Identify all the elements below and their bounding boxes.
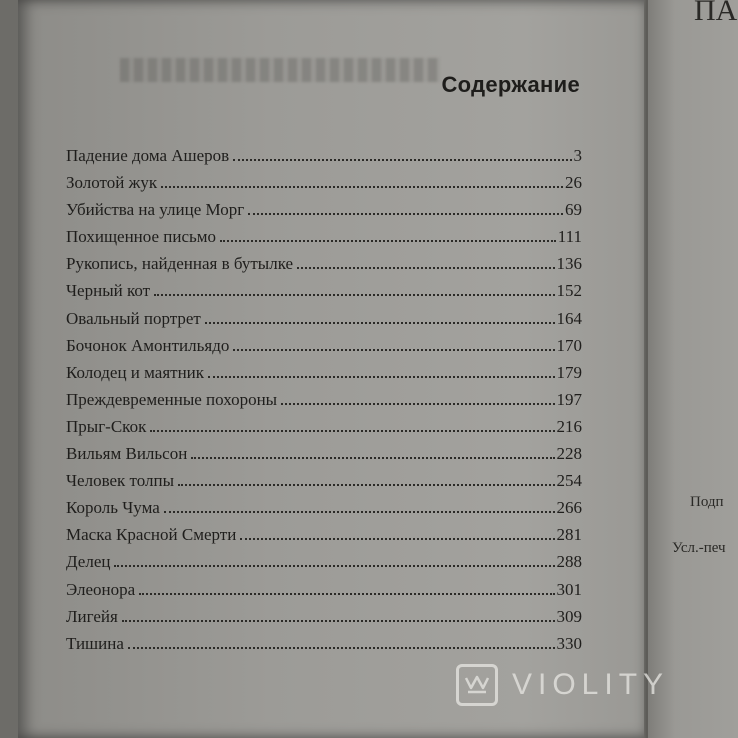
toc-entry [66, 634, 582, 661]
toc-entry-page: 197 [556, 389, 582, 409]
toc-entry-title: Лигейя [66, 606, 118, 626]
toc-leader [139, 593, 554, 595]
toc-entry-page: 266 [556, 498, 582, 518]
toc-entry [66, 309, 582, 336]
toc-entry-title: Прыг-Скок [66, 416, 147, 436]
toc-entry-page: 228 [556, 444, 582, 464]
crown-icon [456, 664, 498, 706]
toc-leader [240, 538, 554, 540]
toc-entry-page: 330 [556, 633, 582, 653]
toc-leader [233, 349, 554, 351]
toc-entry-page: 288 [556, 552, 582, 572]
toc-leader [205, 322, 555, 324]
toc-entry [66, 525, 582, 552]
toc-entry [66, 471, 582, 498]
toc-leader [297, 267, 554, 269]
toc-leader [164, 511, 555, 513]
toc-entry-title: Делец [66, 552, 111, 572]
right-page-text-line: Подп [690, 494, 724, 510]
toc-entry [66, 146, 582, 173]
toc-entry-title: Черный кот [66, 281, 151, 301]
toc-entry-page: 309 [556, 606, 582, 626]
toc-entry-title: Король Чума [66, 498, 160, 518]
toc-entry-page: 3 [573, 146, 582, 165]
toc-entry [66, 227, 582, 254]
toc-entry [66, 580, 582, 607]
toc-leader [154, 294, 554, 296]
toc-entry [66, 254, 582, 281]
toc-entry-title: Золотой жук [66, 173, 158, 193]
toc-leader [122, 620, 555, 622]
toc-heading: Содержание [441, 72, 580, 97]
toc-entry-page: 301 [556, 579, 582, 599]
toc-entry [66, 607, 582, 634]
toc-entry-page: 179 [556, 362, 582, 382]
toc-entry-title: Падение дома Ашеров [66, 146, 230, 165]
watermark [456, 664, 669, 706]
toc-entry-title: Тишина [66, 633, 124, 653]
toc-leader [114, 565, 554, 567]
toc-leader [233, 159, 571, 161]
toc-entry [66, 390, 582, 417]
right-page [648, 0, 738, 738]
toc-entry-title: Элеонора [66, 579, 136, 599]
toc-entry [66, 281, 582, 308]
toc-entry [66, 336, 582, 363]
toc-entry-title: Колодец и маятник [66, 362, 205, 382]
toc-leader [150, 430, 554, 432]
watermark-text: VIOLITY [512, 668, 670, 701]
toc-leader [208, 376, 554, 378]
toc-leader [161, 186, 563, 188]
toc-entry-page: 26 [565, 173, 582, 193]
toc-leader [128, 647, 555, 649]
toc-entry-page: 281 [556, 525, 582, 545]
toc-entry-title: Похищенное письмо [66, 227, 217, 247]
toc-leader [220, 240, 556, 242]
toc-entry-title: Бочонок Амонтильядо [66, 335, 230, 355]
toc-entry [66, 498, 582, 525]
toc-entry [66, 552, 582, 579]
toc-entry-page: 152 [556, 281, 582, 301]
toc-entry [66, 444, 582, 471]
toc-entry-title: Преждевременные похороны [66, 389, 278, 409]
right-page-header-fragment: ПА [694, 0, 738, 27]
toc-entry-page: 164 [556, 308, 582, 328]
toc-entry [66, 417, 582, 444]
toc-entry-title: Убийства на улице Морг [66, 200, 245, 220]
toc-entry-page: 69 [565, 200, 582, 220]
toc-entry [66, 200, 582, 227]
toc-leader [191, 457, 554, 459]
toc-entry-title: Маска Красной Смерти [66, 525, 237, 545]
toc-entry-title: Рукопись, найденная в бутылке [66, 254, 294, 274]
toc-entry-title: Человек толпы [66, 471, 175, 491]
toc-list [66, 146, 582, 661]
toc-entry-title: Овальный портрет [66, 308, 201, 328]
toc-entry-page: 254 [556, 471, 582, 491]
toc-leader [281, 403, 554, 405]
toc-entry-title: Вильям Вильсон [66, 444, 188, 464]
right-page-text-line: Усл.-печ [672, 540, 726, 556]
toc-entry [66, 173, 582, 200]
toc-entry-page: 136 [556, 254, 582, 274]
toc-entry-page: 111 [557, 227, 582, 247]
toc-leader [248, 213, 563, 215]
toc-entry-page: 216 [556, 416, 582, 436]
toc-leader [178, 484, 554, 486]
toc-entry-page: 170 [556, 335, 582, 355]
toc-entry [66, 363, 582, 390]
